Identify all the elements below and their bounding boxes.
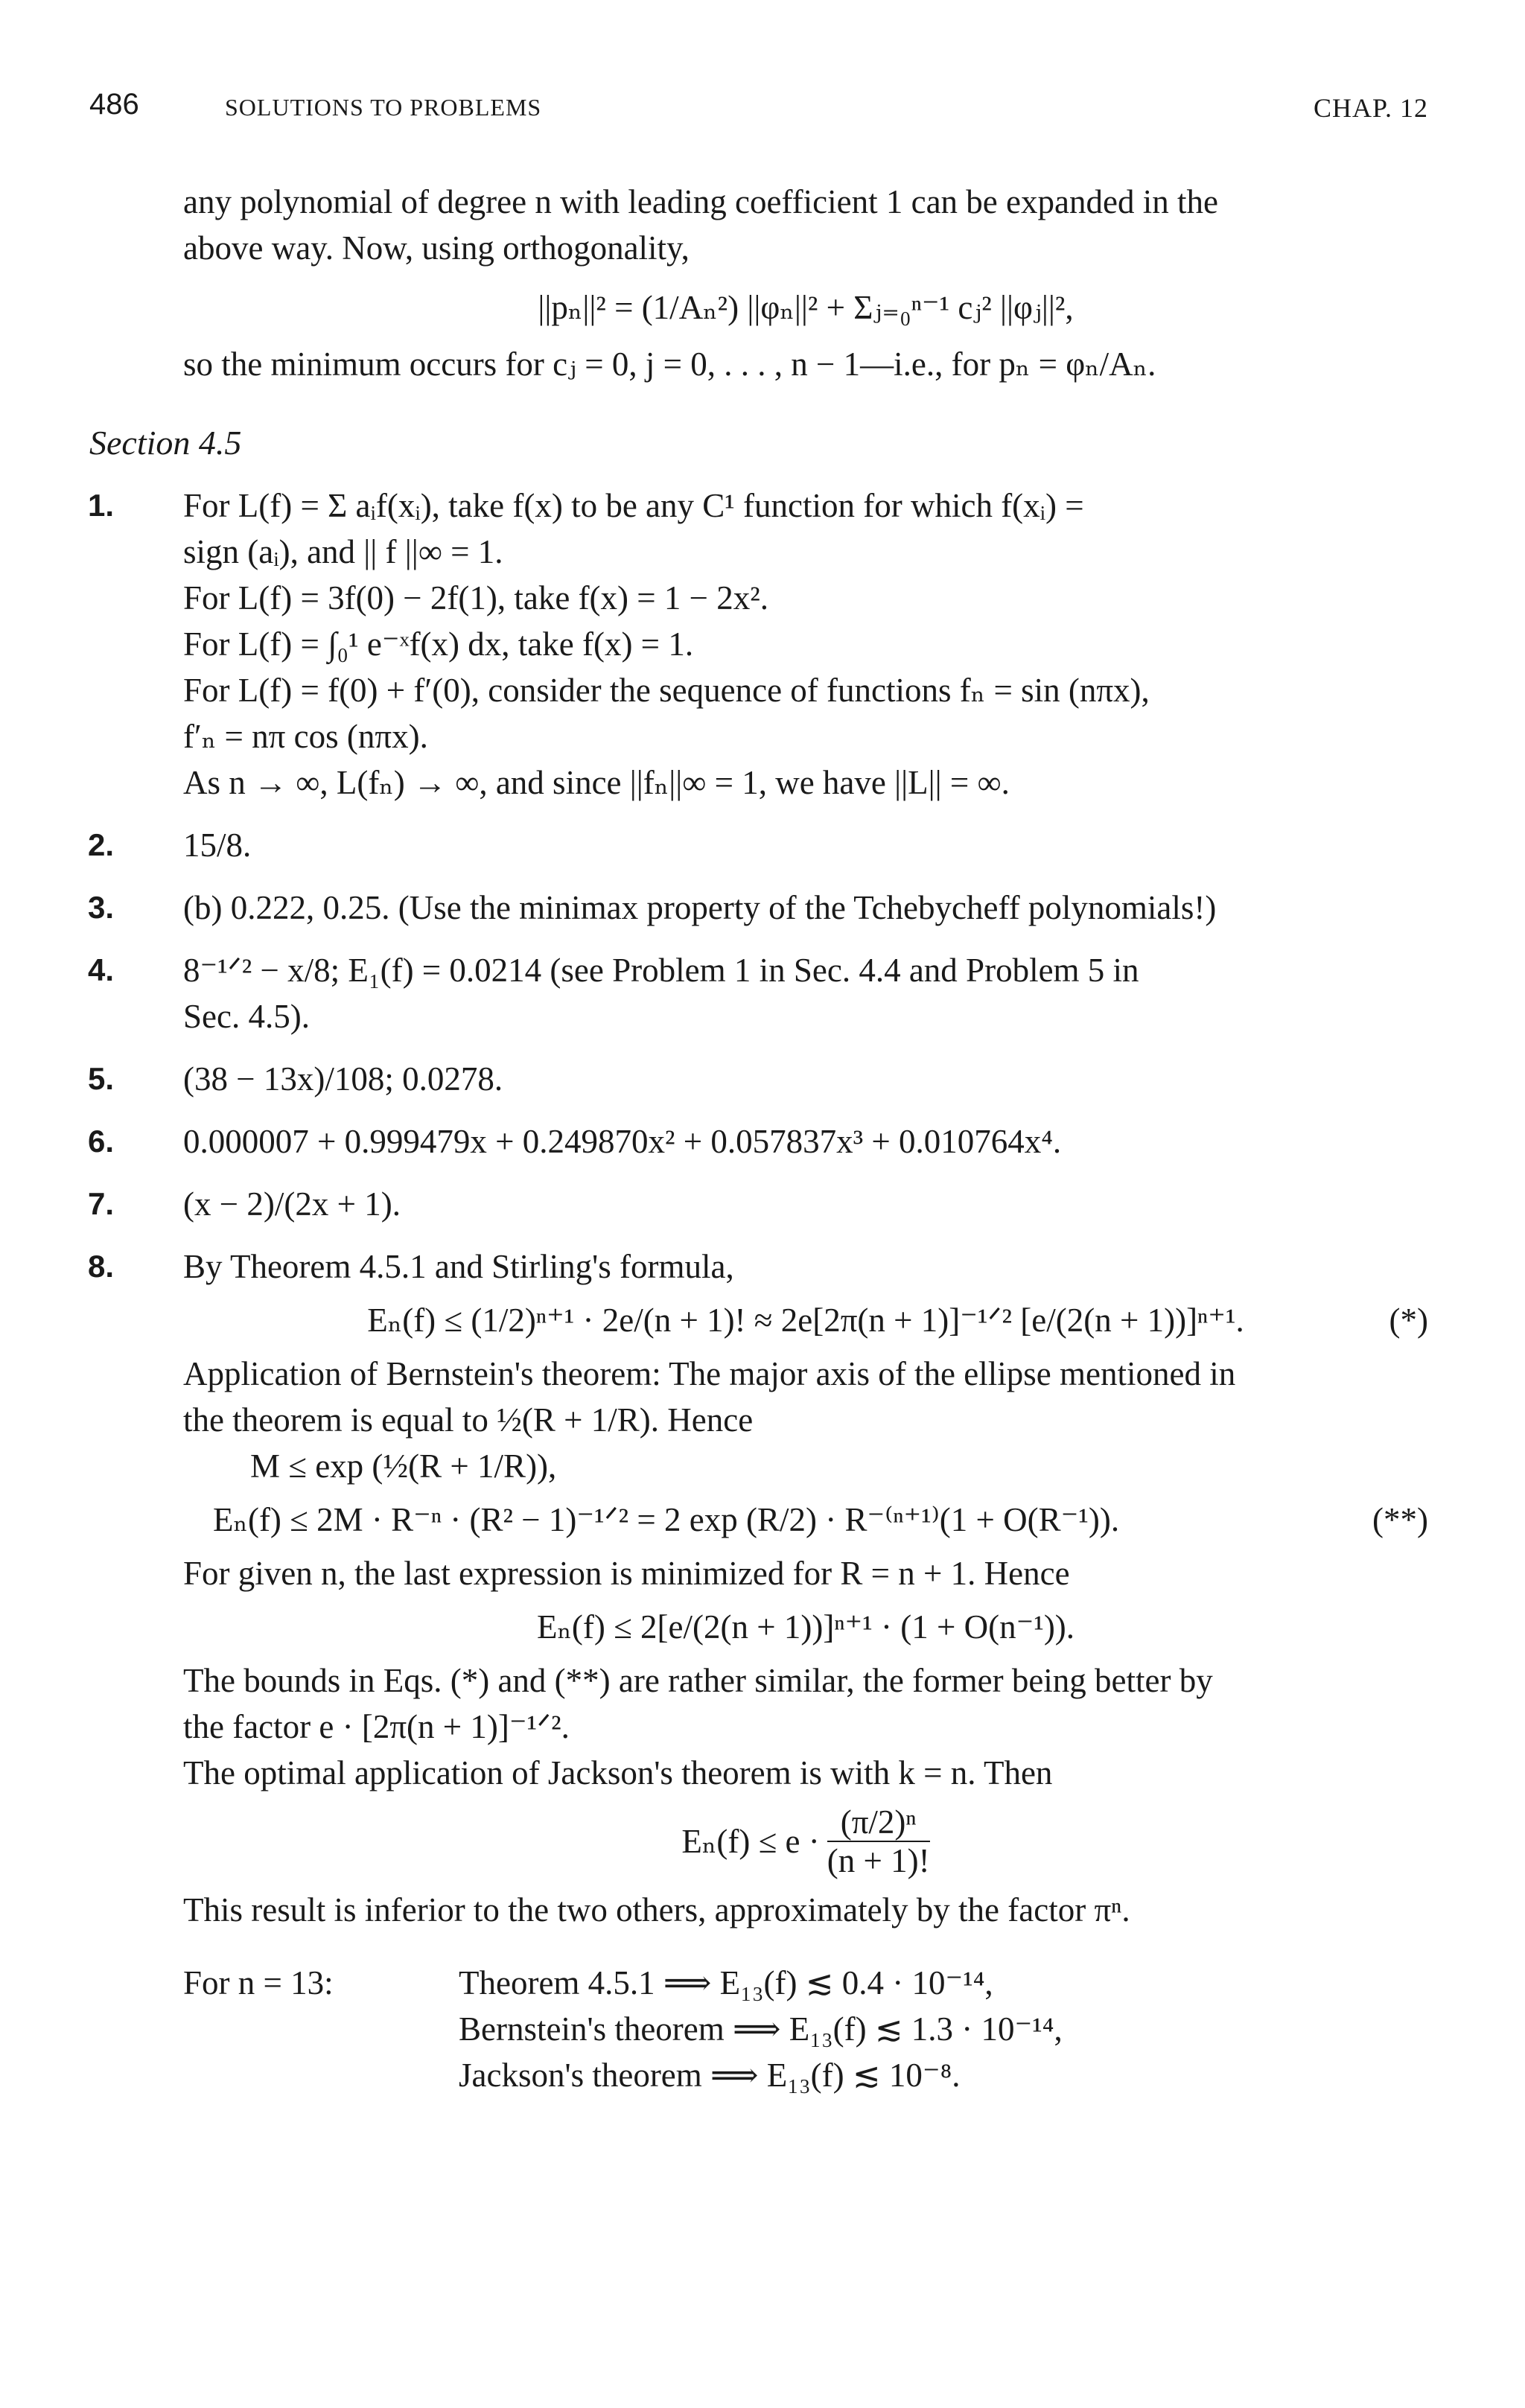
problem-text-line: Sec. 4.5).	[183, 998, 310, 1035]
bounds-line-2: the factor e · [2π(n + 1)]⁻¹ᐟ².	[183, 1708, 570, 1745]
problem-number: 2.	[88, 827, 115, 862]
page-header	[89, 88, 1428, 133]
problem-number: 5.	[88, 1061, 115, 1096]
section-title: Section 4.5	[89, 424, 242, 462]
jackson-denominator: (n + 1)!	[827, 1842, 930, 1879]
equation-tag-double-star: (**)	[1372, 1501, 1428, 1538]
intro-line-2: above way. Now, using orthogonality,	[183, 229, 690, 267]
problem-number: 6.	[88, 1124, 115, 1159]
result-bernstein: Bernstein's theorem ⟹ E₁₃(f) ≲ 1.3 · 10⁻¹⁴,	[459, 2010, 1063, 2048]
m-bound-equation: M ≤ exp (½(R + 1/R)),	[250, 1447, 557, 1485]
problem-number: 7.	[88, 1186, 115, 1221]
bounds-line-1: The bounds in Eqs. (*) and (**) are rather similar, the former being better by	[183, 1662, 1213, 1699]
problem-text-line: f′ₙ = nπ cos (nπx).	[183, 718, 428, 755]
problem-text-line: sign (aᵢ), and || f ||∞ = 1.	[183, 533, 503, 570]
problem-8-intro: By Theorem 4.5.1 and Stirling's formula,	[183, 1248, 734, 1285]
problem-text-line: 0.000007 + 0.999479x + 0.249870x² + 0.057837x³ + 0.010764x⁴.	[183, 1123, 1062, 1160]
page-body	[88, 179, 1428, 2115]
result-jackson: Jackson's theorem ⟹ E₁₃(f) ≲ 10⁻⁸.	[459, 2057, 961, 2094]
problem-item	[88, 822, 1428, 868]
equation-star-body: Eₙ(f) ≤ (1/2)ⁿ⁺¹ · 2e/(n + 1)! ≈ 2e[2π(n + 1)]⁻¹ᐟ² [e/(2(n + 1))]ⁿ⁺¹.	[367, 1302, 1244, 1339]
problem-text-line: 8⁻¹ᐟ² − x/8; E₁(f) = 0.0214 (see Problem 1 in Sec. 4.4 and Problem 5 in	[183, 952, 1139, 989]
problem-text-line: For L(f) = 3f(0) − 2f(1), take f(x) = 1 − 2x².	[183, 579, 769, 617]
result-rows	[459, 1960, 1428, 2098]
jackson-lhs: Eₙ(f) ≤ e ·	[681, 1823, 820, 1860]
orthogonality-equation: ||pₙ||² = (1/Aₙ²) ||φₙ||² + Σⱼ₌₀ⁿ⁻¹ cⱼ² ||φⱼ||²,	[538, 289, 1074, 326]
intro-conclusion: so the minimum occurs for cⱼ = 0, j = 0, . . . , n − 1—i.e., for pₙ = φₙ/Aₙ.	[183, 345, 1156, 383]
given-n-line: For given n, the last expression is minimized for R = n + 1. Hence	[183, 1555, 1070, 1592]
problem-8	[88, 1243, 1428, 2098]
bernstein-line-1: Application of Bernstein's theorem: The major axis of the ellipse mentioned in	[183, 1355, 1236, 1392]
problem-item	[88, 885, 1428, 931]
problem-item	[88, 482, 1428, 806]
page-number: 486	[89, 88, 139, 121]
equation-double-star-body: Eₙ(f) ≤ 2M · R⁻ⁿ · (R² − 1)⁻¹ᐟ² = 2 exp (R/2) · R⁻⁽ⁿ⁺¹⁾(1 + O(R⁻¹)).	[213, 1501, 1120, 1538]
equation-double-star	[183, 1497, 1428, 1543]
problem-number: 4.	[88, 952, 115, 987]
equation-star	[183, 1297, 1428, 1343]
equation-tag-star: (*)	[1389, 1302, 1428, 1339]
jackson-line: The optimal application of Jackson's theorem is with k = n. Then	[183, 1754, 1053, 1791]
jackson-fraction	[827, 1803, 930, 1879]
n13-results	[183, 1960, 1428, 2098]
problem-number: 1.	[88, 488, 115, 523]
problem-text-line: (x − 2)/(2x + 1).	[183, 1185, 401, 1223]
running-title: SOLUTIONS TO PROBLEMS	[225, 94, 542, 121]
problem-list	[88, 482, 1428, 1227]
problem-item	[88, 1056, 1428, 1102]
inferior-line: This result is inferior to the two others, approximately by the factor πⁿ.	[183, 1891, 1130, 1928]
problem-text-line: (38 − 13x)/108; 0.0278.	[183, 1060, 503, 1098]
problem-item	[88, 947, 1428, 1039]
minimized-bound-equation	[183, 1604, 1428, 1650]
problem-text-line: As n → ∞, L(fₙ) → ∞, and since ||fₙ||∞ = 1, we have ||L|| = ∞.	[183, 764, 1010, 801]
result-theorem: Theorem 4.5.1 ⟹ E₁₃(f) ≲ 0.4 · 10⁻¹⁴,	[459, 1964, 993, 2001]
jackson-equation	[183, 1803, 1428, 1879]
problem-number: 8.	[88, 1249, 115, 1284]
intro-line-1: any polynomial of degree n with leading coefficient 1 can be expanded in the	[183, 183, 1218, 220]
problem-item	[88, 1181, 1428, 1227]
problem-text-line: For L(f) = f(0) + f′(0), consider the sequence of functions fₙ = sin (nπx),	[183, 672, 1150, 709]
problem-item	[88, 1118, 1428, 1165]
problem-text-line: For L(f) = ∫₀¹ e⁻ˣf(x) dx, take f(x) = 1.	[183, 625, 694, 663]
jackson-numerator: (π/2)ⁿ	[840, 1803, 917, 1841]
bernstein-line-2: the theorem is equal to ½(R + 1/R). Hence	[183, 1401, 754, 1439]
problem-text-line: 15/8.	[183, 826, 252, 864]
minimized-bound-body: Eₙ(f) ≤ 2[e/(2(n + 1))]ⁿ⁺¹ · (1 + O(n⁻¹)).	[536, 1608, 1075, 1646]
for-n-label: For n = 13:	[183, 1964, 334, 2001]
problem-number: 3.	[88, 890, 115, 925]
problem-text-line: For L(f) = Σ aᵢf(xᵢ), take f(x) to be any C¹ function for which f(xᵢ) =	[183, 487, 1084, 524]
chapter-label: CHAP. 12	[1313, 93, 1428, 123]
problem-text-line: (b) 0.222, 0.25. (Use the minimax property of the Tchebycheff polynomials!)	[183, 889, 1217, 926]
